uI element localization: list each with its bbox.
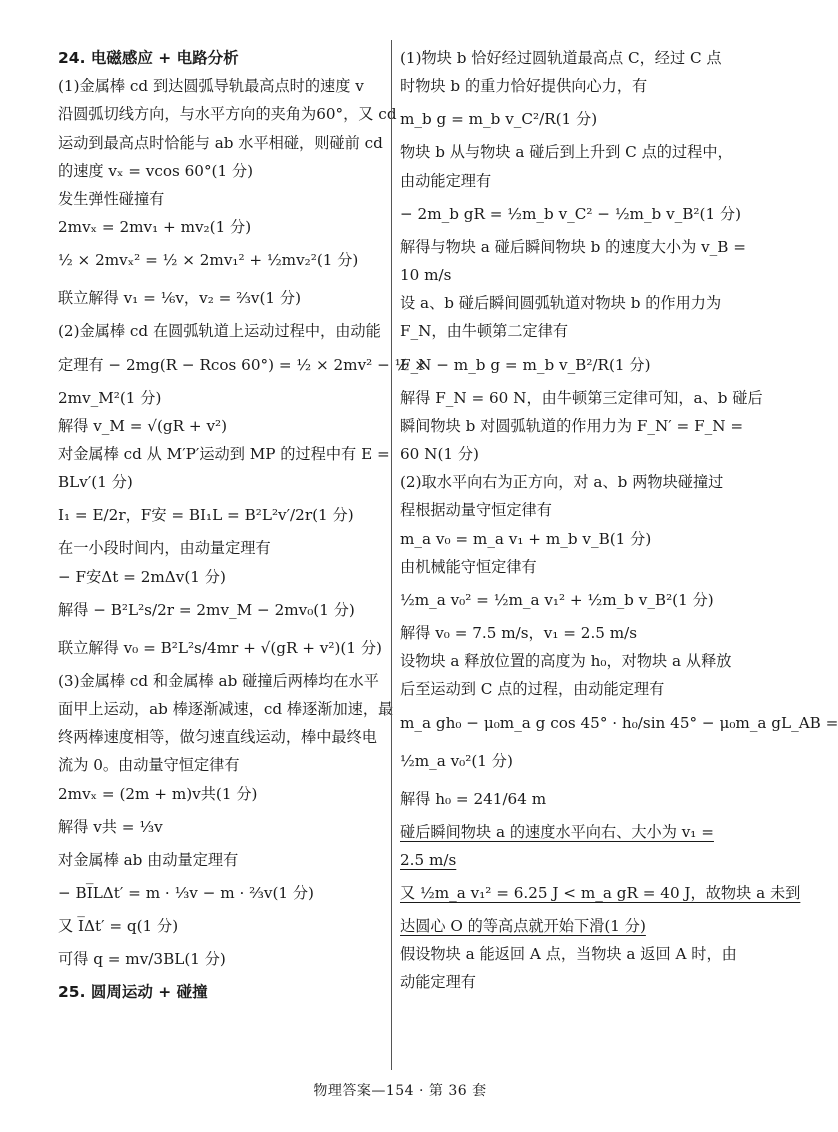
column-divider [391,40,392,1070]
solution-line: 由动能定理有 [400,171,492,190]
solution-line: 假设物块 a 能返回 A 点，当物块 a 返回 A 时，由 [400,945,737,964]
solution-line: 流为 0。由动量守恒定律有 [58,756,240,775]
solution-line: (2)金属棒 cd 在圆弧轨道上运动过程中，由动能 [58,322,381,341]
solution-line: m_a gh₀ − μ₀m_a g cos 45° · h₀/sin 45° − μ₀m_a gL_AB = [400,713,838,732]
solution-line: 发生弹性碰撞有 [58,190,165,209]
section-heading: 24. 电磁感应 + 电路分析 [58,49,239,67]
solution-line: m_a v₀ = m_a v₁ + m_b v_B(1 分) [400,529,652,548]
right-column [400,44,838,997]
solution-line: 由机械能守恒定律有 [400,557,537,576]
solution-line: 对金属棒 cd 从 M′P′运动到 MP 的过程中有 E = [58,445,390,464]
solution-line: 解得 − B²L²s/2r = 2mv_M − 2mv₀(1 分) [58,600,355,619]
solution-line: 解得 v共 = ⅓v [58,817,163,836]
solution-line: − 2m_b gR = ½m_b v_C² − ½m_b v_B²(1 分) [400,204,742,223]
solution-line: 设物块 a 释放位置的高度为 h₀，对物块 a 从释放 [400,652,732,671]
solution-line: m_b g = m_b v_C²/R(1 分) [400,110,598,129]
page-footer: 物理答案—154 · 第 36 套 [313,1083,487,1099]
solution-line: − F安Δt = 2mΔv(1 分) [58,567,226,586]
solution-line: 程根据动量守恒定律有 [400,501,552,520]
solution-line: 2mvₓ = 2mv₁ + mv₂(1 分) [58,218,252,237]
solution-line: − BI̅LΔt′ = m · ⅓v − m · ⅔v(1 分) [58,884,314,903]
solution-line: 沿圆弧切线方向，与水平方向的夹角为60°，又 cd [58,105,397,124]
solution-line: 后至运动到 C 点的过程，由动能定理有 [400,680,665,699]
solution-line: F_N − m_b g = m_b v_B²/R(1 分) [400,355,651,374]
solution-line: 在一小段时间内，由动量定理有 [58,539,271,558]
solution-line: 终两棒速度相等，做匀速直线运动，棒中最终电 [58,728,377,747]
underlined-text: 碰后瞬间物块 a 的速度水平向右、大小为 v₁ = [400,822,714,841]
section-heading: 25. 圆周运动 + 碰撞 [58,983,208,1002]
underlined-text: 达圆心 O 的等高点就开始下滑(1 分) [400,917,646,936]
solution-line: 动能定理有 [400,973,476,992]
solution-line [400,912,738,940]
solution-line: 解得 h₀ = 241/64 m [400,789,547,808]
solution-line: 的速度 vₓ = vcos 60°(1 分) [58,161,254,180]
solution-line: 2mvₓ = (2m + m)v共(1 分) [58,784,258,803]
solution-line: F_N，由牛顿第二定律有 [400,322,569,341]
solution-line: 解得 v₀ = 7.5 m/s，v₁ = 2.5 m/s [400,624,638,643]
solution-line: ½m_a v₀²(1 分) [400,751,513,770]
solution-line: 运动到最高点时恰能与 ab 水平相碰，则碰前 cd [58,133,383,152]
solution-line: 10 m/s [400,266,452,285]
solution-line: 联立解得 v₁ = ⅙v，v₂ = ⅔v(1 分) [58,289,301,308]
solution-line: 可得 q = mv/3BL(1 分) [58,950,226,969]
solution-line: (3)金属棒 cd 和金属棒 ab 碰撞后两棒均在水平 [58,671,379,690]
solution-line: 设 a、b 碰后瞬间圆弧轨道对物块 b 的作用力为 [400,294,722,313]
solution-line: 对金属棒 ab 由动量定理有 [58,850,239,869]
solution-line: 联立解得 v₀ = B²L²s/4mr + √(gR + v²)(1 分) [58,638,382,657]
solution-line [400,818,738,846]
solution-line: ½m_a v₀² = ½m_a v₁² + ½m_b v_B²(1 分) [400,591,714,610]
solution-line [400,846,738,874]
solution-line: 面甲上运动，ab 棒逐渐减速，cd 棒逐渐加速，最 [58,700,394,719]
solution-line: 时物块 b 的重力恰好提供向心力，有 [400,77,648,96]
solution-line: 2mv_M²(1 分) [58,388,162,407]
solution-line: (1)金属棒 cd 到达圆弧导轨最高点时的速度 v [58,77,364,96]
solution-line: 又 I̅Δt′ = q(1 分) [58,917,179,936]
solution-line: 60 N(1 分) [400,445,479,464]
solution-line: ½ × 2mvₓ² = ½ × 2mv₁² + ½mv₂²(1 分) [58,251,359,270]
underlined-text: 又 ½m_a v₁² = 6.25 J < m_a gR = 40 J，故物块 a 未到 [400,884,801,903]
solution-line: 解得 v_M = √(gR + v²) [58,416,228,435]
solution-line: 解得 F_N = 60 N，由牛顿第三定律可知，a、b 碰后 [400,388,763,407]
solution-line: 物块 b 从与物块 a 碰后到上升到 C 点的过程中， [400,143,733,162]
underlined-text: 2.5 m/s [400,850,457,869]
solution-line: BLv′(1 分) [58,473,133,492]
solution-line: I₁ = E/2r，F安 = BI₁L = B²L²v′/2r(1 分) [58,506,354,525]
solution-line: 瞬间物块 b 对圆弧轨道的作用力为 F_N′ = F_N = [400,416,744,435]
solution-line: 定理有 − 2mg(R − Rcos 60°) = ½ × 2mv² − ½ × [58,355,427,374]
solution-line: (1)物块 b 恰好经过圆轨道最高点 C，经过 C 点 [400,49,722,67]
solution-line: 解得与物块 a 碰后瞬间物块 b 的速度大小为 v_B = [400,237,746,256]
solution-line [400,874,801,912]
solution-line: (2)取水平向右为正方向，对 a、b 两物块碰撞过 [400,473,724,492]
